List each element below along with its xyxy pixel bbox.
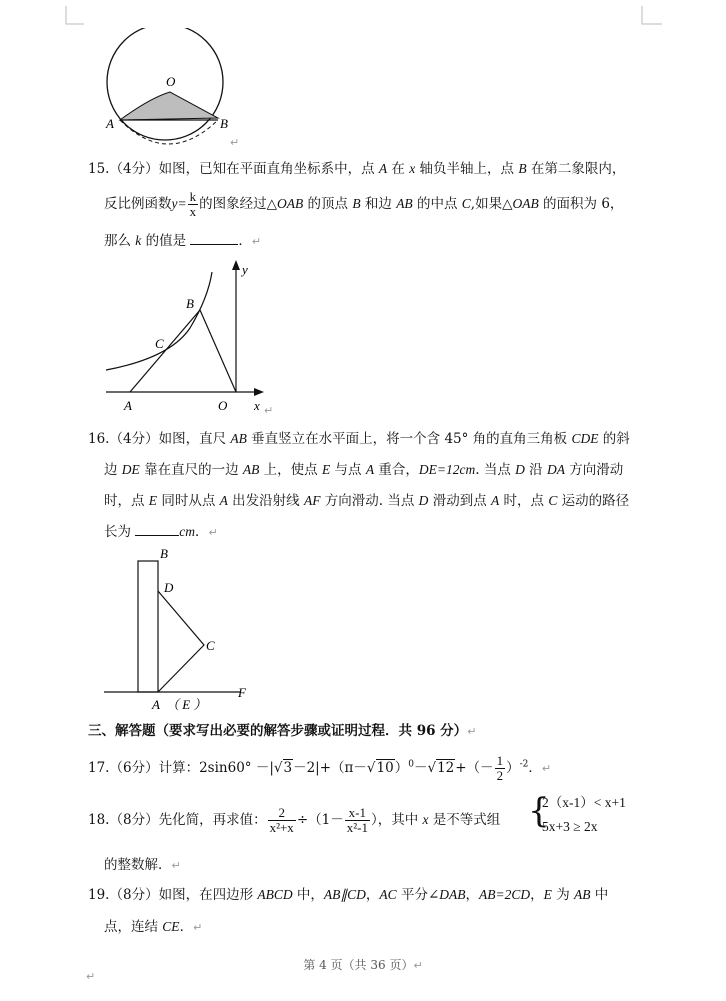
- fig-label-d: D: [164, 580, 174, 595]
- page-corner-marks: [0, 0, 726, 30]
- q19-line2: 点，连结 CE．↵: [104, 919, 203, 935]
- q17-line: 17.（6分）计算：$2\sin 60^\circ -|√3-2|+(\pi-√10)^0-√12+(-$ $\frac{1}{2}$ ）$^{-2}$．↵: [88, 753, 552, 783]
- ruler-triangle-figure: [100, 545, 260, 713]
- q18-line1: 18.（8分）先化简，再求值： $\frac{2}{\text{x²+x}}$ ÷（1－ $\frac{x-1}{\text{x²-1}}$ ），其中 x 是不等式组: [88, 805, 501, 835]
- q15-line3: 那么 k 的值是 ．↵: [104, 233, 262, 249]
- fraction-k-over-x: $\frac{k}{x}$: [189, 189, 197, 219]
- fig-label-b: B: [160, 546, 168, 561]
- q16-line1: 16.（4分）如图，直尺 AB 垂直竖立在水平面上，将一个含 45° 角的直角三角板 CDE 的斜: [88, 431, 630, 447]
- fig-label-a: A: [106, 116, 114, 131]
- paragraph-mark: ↵: [264, 404, 274, 417]
- q16-line3: 时，点 E 同时从点 A 出发沿射线 AF 方向滑动. 当点 D 滑动到点 A 时，点 C 运动的路径: [104, 493, 630, 509]
- fig-label-c: C: [206, 638, 215, 653]
- paragraph-mark: ↵: [86, 970, 96, 983]
- fig-label-o: O: [218, 398, 228, 413]
- fig-label-f: F: [238, 685, 246, 700]
- section-title: 三、解答题（要求写出必要的解答步骤或证明过程．共 96 分）↵: [88, 723, 477, 739]
- q15-line2: 反比例函数y= $\frac{k}{x}$ 的图象经过△OAB 的顶点 B 和边 AB 的中点 C,如果△OAB 的面积为 6，: [104, 189, 624, 219]
- fig-label-e: （ E ）: [166, 697, 207, 712]
- fig-label-a: A: [124, 398, 132, 413]
- fig-label-b: B: [186, 296, 194, 311]
- circle-figure: [100, 28, 240, 148]
- q18-line2: 的整数解．↵: [104, 857, 181, 873]
- fig-label-y: y: [242, 262, 248, 277]
- q15-line1: 15.（4分）如图，已知在平面直角坐标系中，点 A 在 x 轴负半轴上，点 B 在第二象限内，: [88, 161, 626, 177]
- inequality-system: { 2（x-1）< x+1 5x+3 ≥ 2x: [528, 791, 626, 834]
- fig-label-o: O: [166, 74, 176, 89]
- fig-label-c: C: [155, 336, 164, 351]
- fig-label-a: A: [152, 697, 160, 712]
- answer-blank: [135, 523, 179, 536]
- fig-label-x: x: [254, 398, 260, 413]
- q16-line2: 边 DE 靠在直尺的一边 AB 上，使点 E 与点 A 重合，DE=12cm. 当点 D 沿 DA 方向滑动: [104, 462, 624, 478]
- hyperbola-figure: [100, 258, 280, 418]
- page-footer: 第 4 页（共 36 页）↵: [303, 958, 423, 972]
- paragraph-mark: ↵: [230, 136, 240, 149]
- fig-label-b: B: [220, 116, 228, 131]
- answer-blank: [190, 232, 238, 245]
- q19-line1: 19.（8分）如图，在四边形 ABCD 中，AB∥CD，AC 平分∠DAB，AB=2CD，E 为 AB 中: [88, 887, 609, 903]
- q16-line4: 长为 cm．↵: [104, 524, 218, 540]
